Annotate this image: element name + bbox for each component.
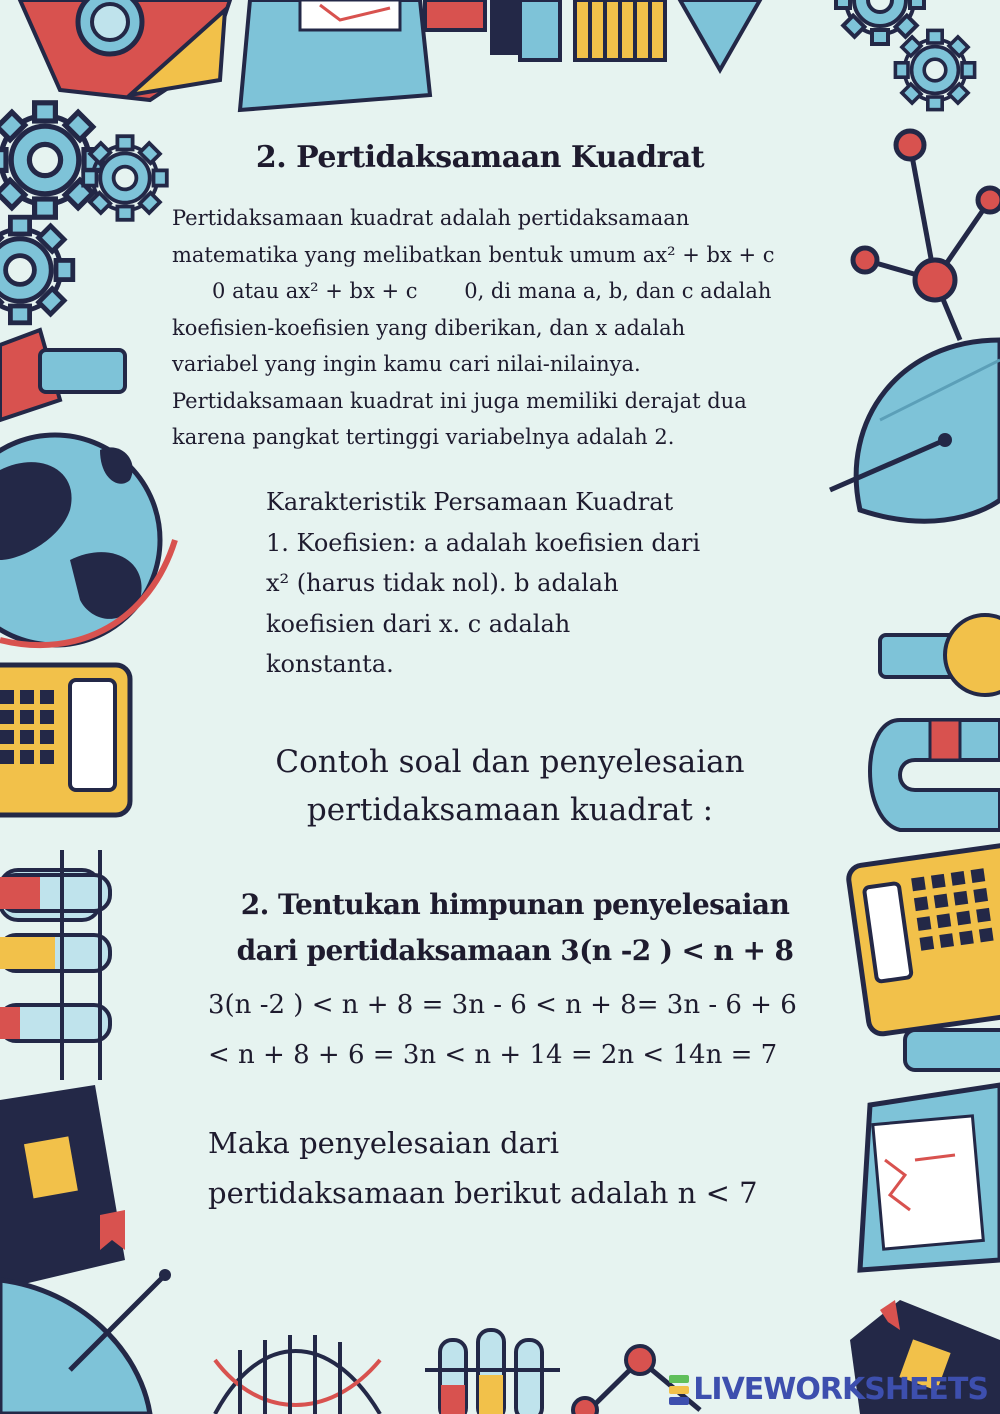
rocket-icon bbox=[20, 0, 230, 100]
characteristics-line: koefisien dari x. c adalah bbox=[266, 609, 571, 638]
page-title: 2. Pertidaksamaan Kuadrat bbox=[255, 140, 705, 175]
working-line: < n + 8 + 6 = 3n < n + 14 = 2n < 14n = 7 bbox=[208, 1040, 778, 1070]
working-line: 3(n -2 ) < n + 8 = 3n - 6 < n + 8= 3n - 6 + 6 bbox=[208, 990, 797, 1020]
intro-paragraph bbox=[172, 200, 832, 456]
liveworksheets-logo-icon bbox=[669, 1375, 689, 1405]
problem-line: dari pertidaksamaan 3(n -2 ) < n + 8 bbox=[236, 934, 794, 967]
solution-working bbox=[208, 980, 828, 1080]
book-icon bbox=[0, 1085, 125, 1285]
intro-line: koefisien-koefisien yang diberikan, dan x adalah bbox=[172, 315, 686, 340]
dna-icon bbox=[215, 1335, 380, 1414]
intro-line: variabel yang ingin kamu cari nilai-nilainya. bbox=[172, 352, 641, 376]
conclusion-line: Maka penyelesaian dari bbox=[208, 1126, 560, 1160]
example-heading bbox=[230, 738, 790, 834]
test-tubes-icon bbox=[425, 1330, 560, 1414]
calculator-icon bbox=[0, 665, 130, 815]
conclusion bbox=[208, 1118, 828, 1218]
globe-icon bbox=[0, 435, 175, 645]
brand-name: LIVEWORKSHEETS bbox=[693, 1372, 988, 1407]
conclusion-line: pertidaksamaan berikut adalah n < 7 bbox=[208, 1176, 758, 1210]
characteristics-line: 1. Koefisien: a adalah koefisien dari bbox=[266, 528, 701, 557]
flask-icon bbox=[0, 330, 125, 420]
calculator-icon bbox=[847, 844, 1000, 1036]
molecule-icon bbox=[853, 131, 1000, 340]
characteristics-line: konstanta. bbox=[266, 650, 394, 678]
flask-icon bbox=[880, 615, 1000, 695]
problem-statement bbox=[200, 882, 830, 974]
liveworksheets-logo[interactable] bbox=[669, 1372, 988, 1407]
characteristics-section bbox=[266, 482, 746, 685]
gear-icon bbox=[895, 30, 974, 109]
intro-line: karena pangkat tertinggi variabelnya adalah 2. bbox=[172, 425, 675, 449]
intro-line: 0 atau ax² + bx + c 0, di mana a, b, dan c adalah bbox=[172, 279, 772, 303]
gear-icon bbox=[0, 217, 73, 323]
satellite-dish-icon bbox=[0, 1269, 171, 1414]
satellite-dish-icon bbox=[830, 340, 1000, 521]
characteristics-heading: Karakteristik Persamaan Kuadrat bbox=[266, 488, 674, 516]
laptop-icon bbox=[860, 1085, 1000, 1270]
tubes-rack-icon bbox=[425, 0, 760, 70]
intro-line: Pertidaksamaan kuadrat ini juga memiliki derajat dua bbox=[172, 388, 747, 413]
gear-icon bbox=[83, 136, 167, 220]
intro-line: matematika yang melibatkan bentuk umum ax² + bx + c bbox=[172, 242, 775, 267]
example-heading-line: Contoh soal dan penyelesaian bbox=[275, 744, 745, 780]
characteristics-line: x² (harus tidak nol). b adalah bbox=[266, 569, 619, 597]
test-tubes-icon bbox=[0, 850, 110, 1080]
laptop-icon bbox=[240, 0, 430, 110]
example-heading-line: pertidaksamaan kuadrat : bbox=[306, 792, 714, 828]
gear-icon bbox=[0, 103, 102, 217]
problem-line: 2. Tentukan himpunan penyelesaian bbox=[240, 888, 790, 921]
intro-line: Pertidaksamaan kuadrat adalah pertidaksamaan bbox=[172, 206, 690, 230]
magnet-icon bbox=[870, 720, 1000, 830]
test-tube-icon bbox=[905, 1030, 1000, 1070]
